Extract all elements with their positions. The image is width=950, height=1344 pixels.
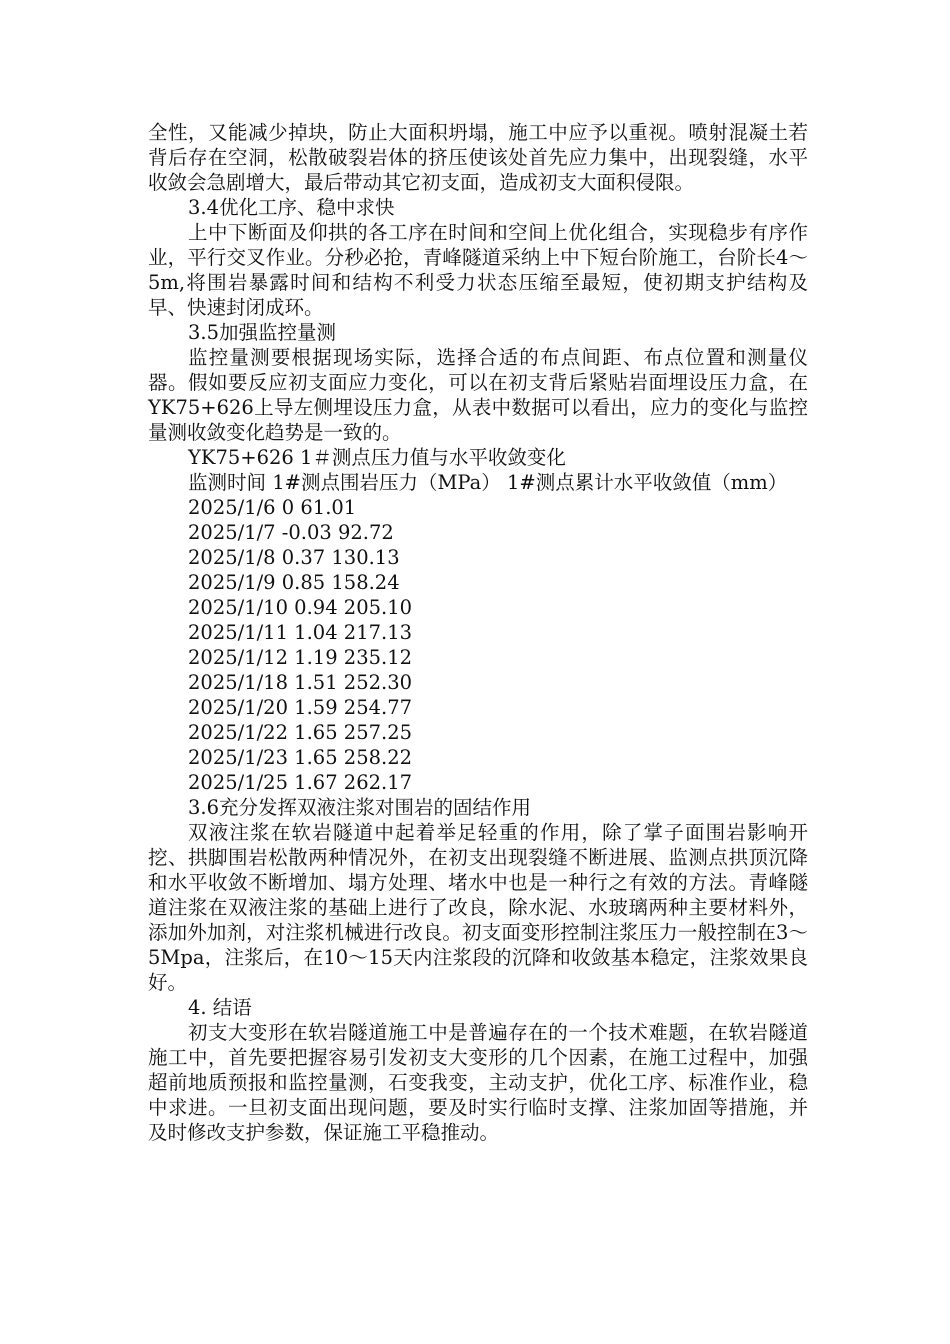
table-row: 2025/1/11 1.04 217.13 (188, 621, 413, 644)
table-row: 2025/1/25 1.67 262.17 (188, 771, 413, 794)
table-row: 2025/1/7 -0.03 92.72 (188, 521, 394, 544)
paragraph-intro: 全性，又能减少掉块，防止大面积坍塌，施工中应予以重视。喷射混凝土若背后存在空洞，松散破裂岩体的挤压使该处首先应力集中，出现裂缝，水平收敛会急剧增大，最后带动其它初支面，造成初支大面积侵限。 (148, 121, 808, 194)
table-header: 监测时间 1#测点围岩压力（MPa） 1#测点累计水平收敛值（mm） (188, 471, 788, 494)
section-heading-4: 4. 结语 (188, 996, 252, 1019)
table-row: 2025/1/12 1.19 235.12 (188, 646, 413, 669)
table-row: 2025/1/20 1.59 254.77 (188, 696, 413, 719)
table-row: 2025/1/6 0 61.01 (188, 496, 357, 519)
document-page (148, 120, 808, 1145)
paragraph-4: 初支大变形在软岩隧道施工中是普遍存在的一个技术难题，在软岩隧道施工中，首先要把握容易引发初支大变形的几个因素，在施工过程中，加强超前地质预报和监控量测，石变我变，主动支护，优化工序、标准作业，稳中求进。一旦初支面出现问题，要及时实行临时支撑、注浆加固等措施，并及时修改支护参数，保证施工平稳推动。 (148, 1021, 808, 1144)
section-heading-3-6: 3.6充分发挥双液注浆对围岩的固结作用 (188, 796, 532, 819)
table-row: 2025/1/10 0.94 205.10 (188, 596, 413, 619)
table-row: 2025/1/8 0.37 130.13 (188, 546, 400, 569)
section-heading-3-4: 3.4优化工序、稳中求快 (188, 196, 395, 219)
paragraph-3-4: 上中下断面及仰拱的各工序在时间和空间上优化组合，实现稳步有序作业，平行交叉作业。分秒必抢，青峰隧道采纳上中下短台阶施工，台阶长4～5m,将围岩暴露时间和结构不利受力状态压缩至最短，使初期支护结构及早、快速封闭成环。 (148, 221, 808, 319)
paragraph-3-6: 双液注浆在软岩隧道中起着举足轻重的作用，除了掌子面围岩影响开挖、拱脚围岩松散两种情况外，在初支出现裂缝不断进展、监测点拱顶沉降和水平收敛不断增加、塌方处理、堵水中也是一种行之有效的方法。青峰隧道注浆在双液注浆的基础上进行了改良，除水泥、水玻璃两种主要材料外，添加外加剂，对注浆机械进行改良。初支面变形控制注浆压力一般控制在3～5Mpa，注浆后，在10～15天内注浆段的沉降和收敛基本稳定，注浆效果良好。 (148, 821, 808, 994)
section-heading-3-5: 3.5加强监控量测 (188, 321, 337, 344)
paragraph-3-5: 监控量测要根据现场实际，选择合适的布点间距、布点位置和测量仪器。假如要反应初支面应力变化，可以在初支背后紧贴岩面埋设压力盒，在YK75+626上导左侧埋设压力盒，从表中数据可以看出，应力的变化与监控量测收敛变化趋势是一致的。 (148, 346, 808, 444)
table-row: 2025/1/9 0.85 158.24 (188, 571, 400, 594)
table-row: 2025/1/23 1.65 258.22 (188, 746, 413, 769)
table-row: 2025/1/18 1.51 252.30 (188, 671, 413, 694)
table-caption: YK75+626 1＃测点压力值与水平收敛变化 (188, 446, 566, 469)
table-row: 2025/1/22 1.65 257.25 (188, 721, 413, 744)
